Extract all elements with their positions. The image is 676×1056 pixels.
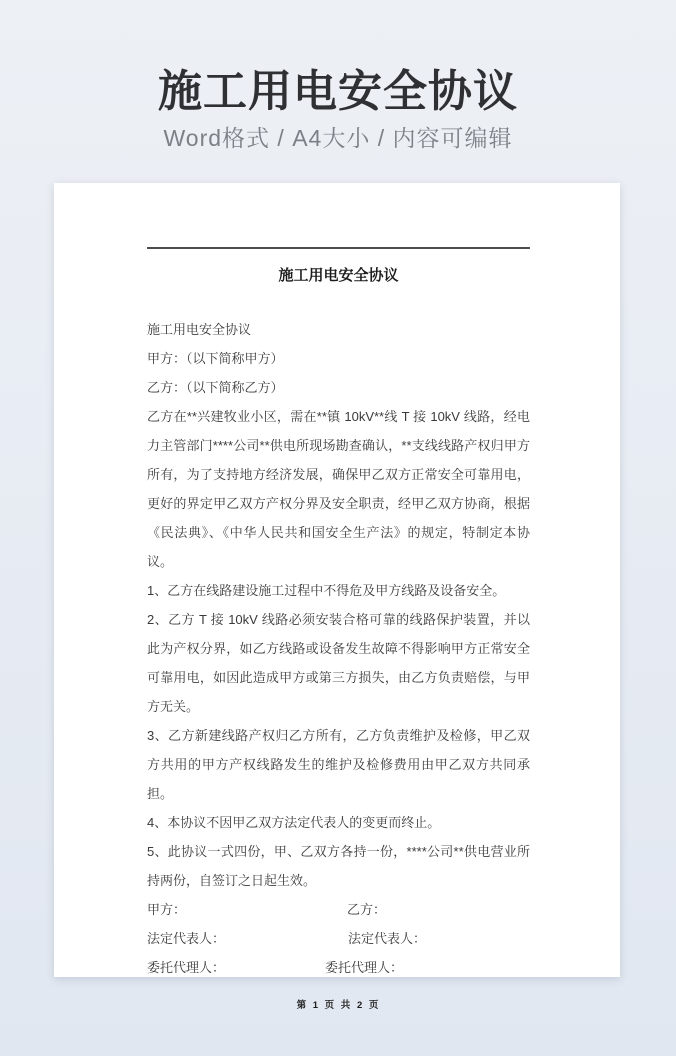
signature-block	[147, 895, 530, 982]
paragraph: 5、此协议一式四份，甲、乙双方各持一份，****公司**供电营业所持两份，自签订之日起生效。	[147, 844, 530, 888]
signature-label-left: 法定代表人：	[147, 931, 226, 946]
paragraph-list	[147, 315, 530, 895]
paragraph: 施工用电安全协议	[147, 322, 252, 337]
paragraph: 1、乙方在线路建设施工过程中不得危及甲方线路及设备安全。	[147, 583, 506, 598]
document-title: 施工用电安全协议	[278, 267, 399, 284]
banner-subtitle: Word格式 / A4大小 / 内容可编辑	[163, 125, 513, 151]
paragraph: 乙方在**兴建牧业小区，需在**镇 10kV**线 T 接 10kV 线路，经电力主管部门****公司**供电所现场勘查确认，**支线线路产权归甲方所有，为了支持地方经济发展，确保甲乙双方正常安全可靠用电，更好的界定甲乙双方产权分界及安全职责，经甲乙双方协商，根据《民法典》、《中华人民共和国安全生产法》的规定，特制定本协议。	[147, 409, 530, 569]
document-body	[147, 315, 530, 982]
signature-row	[147, 895, 530, 924]
signature-label-right: 法定代表人：	[348, 931, 427, 946]
signature-row	[147, 924, 530, 953]
paragraph: 3、乙方新建线路产权归乙方所有，乙方负责维护及检修，甲乙双方共用的甲方产权线路发生的维护及检修费用由甲乙双方共同承担。	[147, 728, 530, 801]
paragraph: 4、本协议不因甲乙双方法定代表人的变更而终止。	[147, 815, 441, 830]
banner-title: 施工用电安全协议	[158, 67, 518, 116]
page-number: 第 1 页 共 2 页	[296, 1000, 381, 1011]
signature-label-right: 委托代理人：	[325, 960, 404, 975]
signature-label-left: 委托代理人：	[147, 960, 226, 975]
banner	[0, 0, 676, 153]
title-divider	[147, 247, 530, 249]
signature-row	[147, 953, 530, 982]
paragraph: 甲方：（以下简称甲方）	[147, 351, 284, 366]
signature-label-right: 乙方：	[347, 902, 387, 917]
paragraph: 乙方：（以下简称乙方）	[147, 380, 284, 395]
document-page	[54, 183, 620, 1011]
signature-label-left: 甲方：	[147, 902, 187, 917]
paragraph: 2、乙方 T 接 10kV 线路必须安装合格可靠的线路保护装置，并以此为产权分界，如乙方线路或设备发生故障不得影响甲方正常安全可靠用电，如因此造成甲方或第三方损失，由乙方负责赔偿，与甲方无关。	[147, 612, 530, 714]
